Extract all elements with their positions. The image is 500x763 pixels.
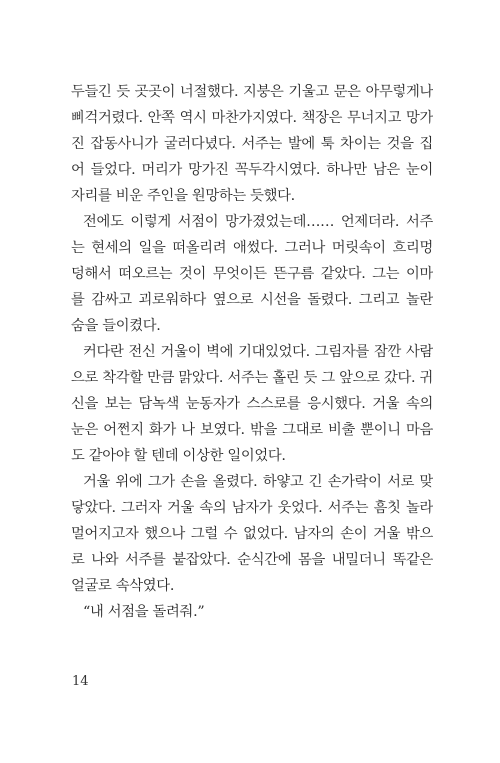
text-line: 으로 착각할 만큼 맑았다. 서주는 홀린 듯 그 앞으로 갔다. 귀 <box>71 370 433 386</box>
page-number: 14 <box>72 674 89 689</box>
text-line: 커다란 전신 거울이 벽에 기대있었다. 그림자를 잠깐 사람 <box>83 344 433 360</box>
text-line: 로 나와 서주를 붙잡았다. 순식간에 몸을 내밀더니 똑같은 <box>71 552 433 568</box>
text-line: 덩해서 떠오르는 것이 무엇이든 뜬구름 같았다. 그는 이마 <box>71 266 433 282</box>
text-line: 두들긴 듯 곳곳이 너절했다. 지붕은 기울고 문은 아무렇게나 <box>71 84 433 100</box>
body-text <box>71 79 433 625</box>
text-line: 는 현세의 일을 떠올리려 애썼다. 그러나 머릿속이 흐리멍 <box>71 240 433 256</box>
dialogue-line: “내 서점을 돌려줘.” <box>83 604 205 620</box>
text-line: 얼굴로 속삭였다. <box>71 578 175 594</box>
text-line: 어 들었다. 머리가 망가진 꼭두각시였다. 하나만 남은 눈이 <box>71 162 433 178</box>
text-line: 숨을 들이켰다. <box>71 318 161 334</box>
text-line: 진 잡동사니가 굴러다녔다. 서주는 발에 툭 차이는 것을 집 <box>71 136 433 152</box>
text-line: 를 감싸고 괴로워하다 옆으로 시선을 돌렸다. 그리고 놀란 <box>71 292 433 308</box>
text-line: 멀어지고자 했으나 그럴 수 없었다. 남자의 손이 거울 밖으 <box>71 526 433 542</box>
text-line: 닿았다. 그러자 거울 속의 남자가 웃었다. 서주는 흠칫 놀라 <box>71 500 433 516</box>
text-line: 눈은 어쩐지 화가 나 보였다. 밖을 그대로 비출 뿐이니 마음 <box>71 422 433 438</box>
text-line: 자리를 비운 주인을 원망하는 듯했다. <box>71 188 295 204</box>
text-line: 삐걱거렸다. 안쪽 역시 마찬가지였다. 책장은 무너지고 망가 <box>71 110 433 126</box>
text-line: 도 같아야 할 텐데 이상한 일이었다. <box>71 448 286 464</box>
text-line: 신을 보는 담녹색 눈동자가 스스로를 응시했다. 거울 속의 <box>71 396 433 412</box>
text-line: 전에도 이렇게 서점이 망가졌었는데…… 언제더라. 서주 <box>83 214 433 230</box>
text-line: 거울 위에 그가 손을 올렸다. 하얗고 긴 손가락이 서로 맞 <box>83 474 433 490</box>
